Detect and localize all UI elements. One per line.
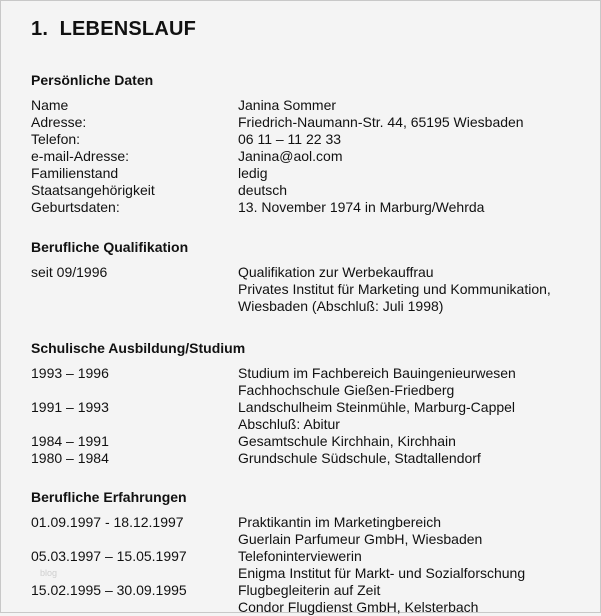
section-heading: Schulische Ausbildung/Studium (31, 340, 246, 356)
entry-value (238, 514, 591, 548)
entry-value-line: Praktikantin im Marketingbereich (238, 514, 442, 530)
entry-label: Familienstand (31, 165, 119, 181)
entry-value (238, 450, 591, 467)
entry-value-line: deutsch (238, 182, 288, 198)
entry-value-line: Privates Institut für Marketing und Kommunikation, (238, 281, 551, 297)
entry-value-line: Qualifikation zur Werbekauffrau (238, 264, 434, 280)
entry-label: Geburtsdaten: (31, 199, 120, 215)
entry-value (238, 264, 591, 315)
entry-label: Name (31, 97, 69, 113)
entry-value (238, 199, 591, 216)
entry-value (238, 548, 591, 582)
entry-value (238, 131, 591, 148)
section-professional-qualification (31, 239, 591, 315)
watermark: blog (40, 568, 58, 578)
entry-row (31, 148, 591, 165)
page-title: 1. LEBENSLAUF (31, 18, 197, 40)
entry-label: Telefon: (31, 131, 81, 147)
entry-row (31, 165, 591, 182)
entry-value-line: Abschluß: Abitur (238, 416, 340, 432)
entry-value-line: Studium im Fachbereich Bauingenieurwesen (238, 365, 516, 381)
entry-row (31, 199, 591, 216)
entry-row (31, 582, 591, 616)
entry-row (31, 433, 591, 450)
entry-value (238, 433, 591, 450)
section-heading: Berufliche Qualifikation (31, 239, 189, 255)
section-heading: Persönliche Daten (31, 72, 154, 88)
entry-label: 1993 – 1996 (31, 365, 109, 381)
entry-label: 1984 – 1991 (31, 433, 109, 449)
entry-value (238, 365, 591, 399)
entry-value (238, 582, 591, 616)
entry-value (238, 182, 591, 199)
entry-label: 1980 – 1984 (31, 450, 109, 466)
entry-label: Staatsangehörigkeit (31, 182, 155, 198)
entry-value-line: Flugbegleiterin auf Zeit (238, 582, 381, 598)
section-heading: Berufliche Erfahrungen (31, 489, 187, 505)
entry-row (31, 514, 591, 548)
entry-value (238, 165, 591, 182)
entry-label: seit 09/1996 (31, 264, 108, 280)
entry-row (31, 182, 591, 199)
entry-value-line: Grundschule Südschule, Stadtallendorf (238, 450, 481, 466)
entry-value-line: Fachhochschule Gießen-Friedberg (238, 382, 455, 398)
entry-row (31, 264, 591, 315)
entry-value-line: Telefoninterviewerin (238, 548, 362, 564)
entry-value-line: ledig (238, 165, 268, 181)
section-education (31, 340, 591, 467)
entry-label: 05.03.1997 – 15.05.1997 (31, 548, 187, 564)
entry-value-line: Gesamtschule Kirchhain, Kirchhain (238, 433, 456, 449)
entry-value-line: Janina Sommer (238, 97, 337, 113)
entry-value-line: Friedrich-Naumann-Str. 44, 65195 Wiesbaden (238, 114, 524, 130)
entry-value-line: Janina@aol.com (238, 148, 343, 164)
entry-value (238, 114, 591, 131)
entry-row (31, 450, 591, 467)
entry-value (238, 399, 591, 433)
entry-value-line: Wiesbaden (Abschluß: Juli 1998) (238, 298, 444, 314)
entry-row (31, 365, 591, 399)
entry-value (238, 97, 591, 114)
entry-value (238, 148, 591, 165)
entry-value-line: Guerlain Parfumeur GmbH, Wiesbaden (238, 531, 483, 547)
entry-row (31, 114, 591, 131)
entry-row (31, 97, 591, 114)
entry-value-line: Landschulheim Steinmühle, Marburg-Cappel (238, 399, 516, 415)
entry-row (31, 548, 591, 582)
entry-value-line: Condor Flugdienst GmbH, Kelsterbach (238, 599, 479, 615)
section-work-experience (31, 489, 591, 616)
entry-label: 1991 – 1993 (31, 399, 109, 415)
entry-row (31, 131, 591, 148)
entry-value-line: 06 11 – 11 22 33 (238, 131, 342, 147)
entry-label: Adresse: (31, 114, 87, 130)
entry-label: 15.02.1995 – 30.09.1995 (31, 582, 187, 598)
section-personal-data (31, 72, 591, 216)
entry-label: 01.09.1997 - 18.12.1997 (31, 514, 184, 530)
entry-label: e-mail-Adresse: (31, 148, 130, 164)
entry-value-line: Enigma Institut für Markt- und Sozialforschung (238, 565, 526, 581)
entry-row (31, 399, 591, 433)
entry-value-line: 13. November 1974 in Marburg/Wehrda (238, 199, 485, 215)
